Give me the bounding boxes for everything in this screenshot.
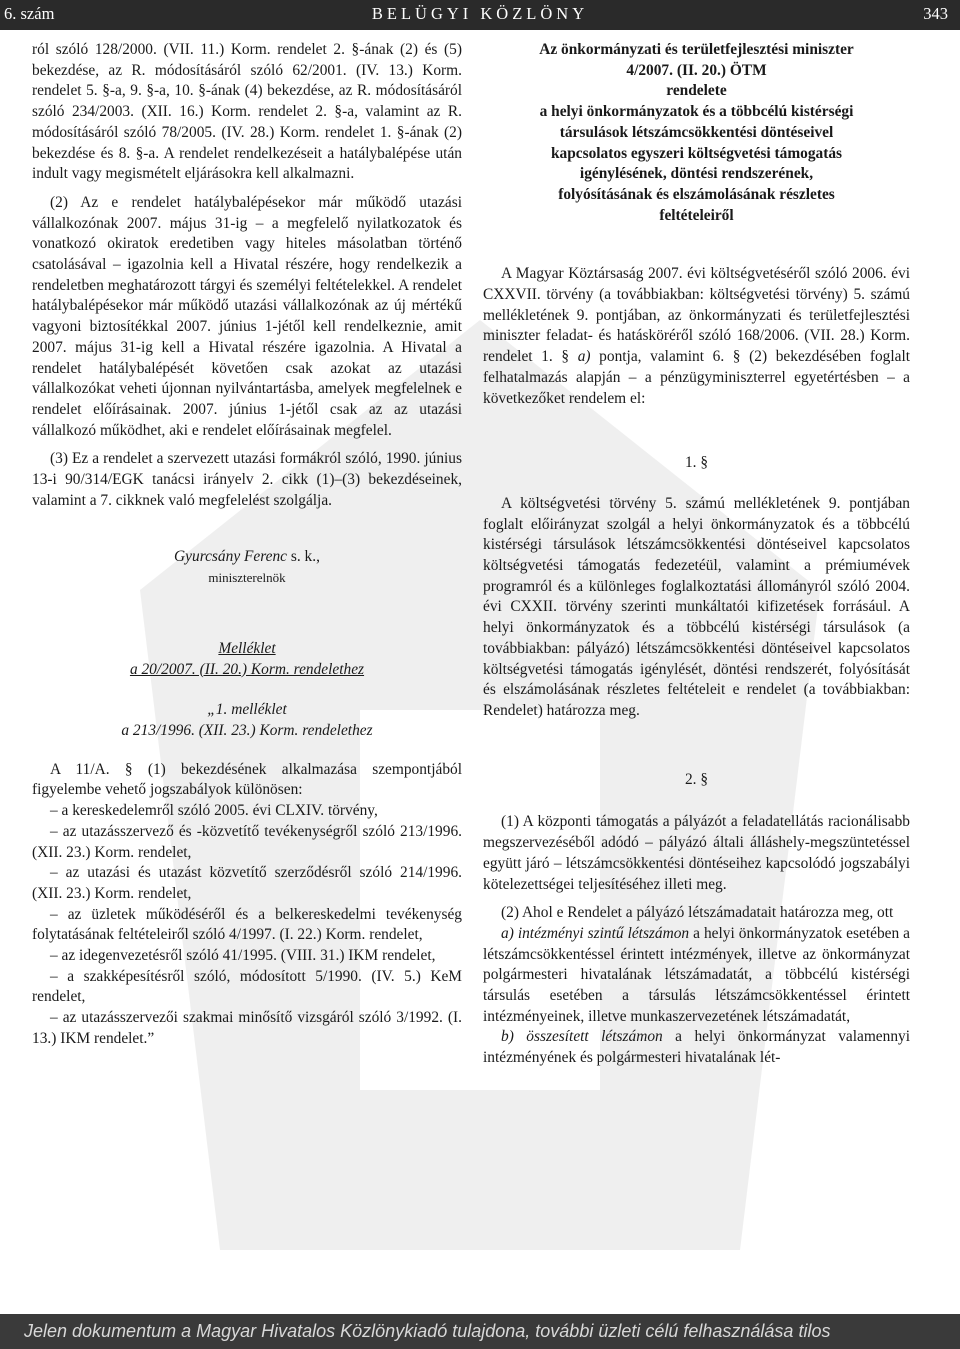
paragraph-3: (3) Ez a rendelet a szervezett utazási formákról szóló, 1990. június 13-i 90/314/EGK tanácsi irányelv 2. cikk (1)–(3) bekezdéseinek, valamint a 7. cikknek való megfelelést szolgálja. [32, 450, 462, 509]
title-line: kapcsolatos egyszeri költségvetési támogatás [550, 144, 843, 162]
title-line: igénylésének, döntési rendszerének, [579, 165, 814, 183]
list-item: – az utazásszervező és -közvetítő tevékenységről szóló 213/1996. (XII. 23.) Korm. rendelet, [32, 822, 462, 861]
point-a-text: a helyi önkormányzatok esetében a létszámcsökkentéssel érintett intézmények, illetve az önkormányzat polgármesteri hivatalának létszámadatát, a többcélú kistérségi társulás esetében a társulás létszámcsökkentéssel érintett intézményeinek, illetve munkaszervezetének létszámadatát, [483, 924, 910, 1025]
page-header [0, 0, 960, 30]
list-item: – az utazási és utazást közvetítő szerződésről szóló 214/1996. (XII. 23.) Korm. rendelet, [32, 864, 462, 902]
list-item: – a szakképesítésről szóló, módosított 5/1990. (IV. 5.) KeM rendelet, [32, 967, 462, 1006]
point-b-term: b) összesített létszámon [501, 1028, 663, 1046]
issue-number: 6. szám [4, 4, 55, 23]
title-line: társulások létszámcsökkentési döntéseivel [559, 123, 834, 141]
section-2-point-a [483, 924, 910, 1028]
annex-title: Melléklet [218, 639, 276, 657]
paragraph-1: ról szóló 128/2000. (VII. 11.) Korm. rendelet 2. §-ának (2) és (5) bekezdése, az R. módosításáról szóló 62/2001. (IV. 13.) Korm. rendelet 5. §-a, 9. §-a, 10. §-ának (4) bekezdése, az R. módosításáról szóló 234/2003. (XII. 16.) Korm. rendelet 2. §-a, valamint az R. módosításáról szóló 78/2005. (IV. 28.) Korm. rendelet 1. §-ának (2) bekezdése és 8. §-a. A rendelet rendelkezéseit a hatálybalépése után indult vagy megismételt eljárásokra kell alkalmazni. [32, 41, 462, 183]
section-1-heading: 1. § [684, 454, 709, 472]
section-2-paragraph-2: (2) Ahol e Rendelet a pályázó létszámadatait határozza meg, ott [501, 904, 894, 922]
right-column [483, 40, 910, 1069]
preamble-text: A Magyar Köztársaság 2007. évi költségvetéséről szóló 2006. évi CXXVII. törvény (a továbbiakban: költségvetési törvény) 5. számú mellékletének 9. pontjában, az önkormányzati és területfejlesztési miniszter feladat- és hatásköréről szóló 168/2006. (VII. 28.) Korm. rendelet 1. § [483, 265, 910, 366]
signer-suffix: s. k., [287, 548, 320, 566]
list-item: – az utazásszervezői szakmai minősítő vizsgáról szóló 3/1992. (I. 13.) IKM rendelet.” [32, 1009, 462, 1047]
quote-subtitle: a 213/1996. (XII. 23.) Korm. rendelethez [121, 721, 373, 739]
list-item: – a kereskedelemről szóló 2005. évi CLXIV. törvény, [50, 802, 378, 820]
decree-title [483, 40, 910, 226]
journal-title: BELÜGYI KÖZLÖNY [371, 4, 589, 23]
signer-name: Gyurcsány Ferenc [174, 548, 288, 566]
footer-text: Jelen dokumentum a Magyar Hivatalos Közlönykiadó tulajdona, további üzleti célú felhasználása tilos [24, 1321, 831, 1341]
preamble-text-end: pontja, valamint 6. § (2) bekezdésében foglalt felhatalmazás alapján – a pénzügyminiszterrel egyetértésben – a következőket rendelem el: [483, 348, 910, 407]
section-2-point-b [483, 1027, 910, 1068]
title-line: 4/2007. (II. 20.) ÖTM [626, 61, 767, 79]
left-column [32, 40, 462, 1050]
title-line: rendelete [666, 82, 727, 100]
list-item: – az idegenvezetésről szóló 41/1995. (VIII. 31.) IKM rendelet, [50, 947, 436, 965]
title-line: feltételeiről [659, 206, 734, 224]
title-line: Az önkormányzati és területfejlesztési miniszter [539, 41, 854, 58]
preamble-point: a) [577, 348, 591, 366]
point-a-term: a) intézményi szintű létszámon [501, 924, 690, 942]
section-2-paragraph-1: (1) A központi támogatás a pályázót a feladatellátás racionálisabb megszervezéséből adódó – pályázó általi álláshely-megszüntetéssel együtt járó – létszámcsökkentési döntéseihez kapcsolódó jogszabályi kötelezettségei teljesítéséhez illeti meg. [483, 813, 910, 893]
list-item: – az üzletek működéséről és a belkereskedelmi tevékenység folytatásának feltételeiről szóló 4/1997. (I. 22.) Korm. rendelet, [32, 905, 462, 944]
annex-subtitle: a 20/2007. (II. 20.) Korm. rendelethez [129, 660, 365, 678]
preamble [483, 264, 910, 409]
list-intro: A 11/A. § (1) bekezdésének alkalmazása szempontjából figyelembe vehető jogszabályok különösen: [32, 760, 462, 799]
section-1-text: A költségvetési törvény 5. számú mellékletének 9. pontjában foglalt előirányzat szolgál a helyi önkormányzatok és a többcélú kistérségi társulások létszámcsökkentési döntéseivel kapcsolatos költségvetési támogatás fedezetéül, valamint a prémiumévek programról és a különleges foglalkoztatási állományról szóló 2004. évi CXXII. törvény szerinti munkáltatói kifizetések forrásául. A helyi önkormányzatok és a többcélú kistérségi társulások (a továbbiakban: pályázó) létszámcsökkentési döntéseivel kapcsolatos költségvetési támogatás igénylését, döntési rendszerét, folyósítását és elszámolásának részletes feltételeit e rendelet (a továbbiakban: Rendelet) határozza meg. [483, 494, 910, 719]
title-line: folyósításának és elszámolásának részletes [558, 185, 835, 203]
section-2-heading: 2. § [684, 770, 709, 788]
page-number: 343 [923, 4, 948, 23]
copyright-footer [0, 1314, 960, 1349]
point-b-text: a helyi önkormányzat valamennyi intézményének és polgármesteri hivatalának lét- [483, 1028, 910, 1067]
signature [32, 547, 462, 568]
quote-title: „1. melléklet [207, 701, 287, 719]
signer-title: miniszterelnök [208, 570, 286, 586]
title-line: a helyi önkormányzatok és a többcélú kistérségi [539, 103, 854, 121]
paragraph-2: (2) Az e rendelet hatálybalépésekor már működő utazási vállalkozónak 2007. május 31-ig – a megfelelő nyilatkozatok és vonatkozó okiratok eredetiben vagy hiteles másolatban történő csatolásával – igazolnia kell a Hivatal részére, hogy rendelkezik a rendeletben meghatározott tárgyi és személyi feltételekkel. A rendelet hatálybalépésekor már működő utazási vállalkozónak az új mértékű vagyoni biztosítékkal 2007. június 1-jétől kell rendelkeznie, amit 2007. május 31-ig kell a Hivatal részére igazolnia. A Hivatal a rendelet hatálybalépését követően csak azokat az utazási vállalkozókat veheti újonnan nyilvántartásba, amelyek megfelelnek e rendelet előírásainak. 2007. június 1-jétől csak az az utazási vállalkozó működhet, aki e rendelet előírásainak megfelel. [32, 193, 462, 439]
